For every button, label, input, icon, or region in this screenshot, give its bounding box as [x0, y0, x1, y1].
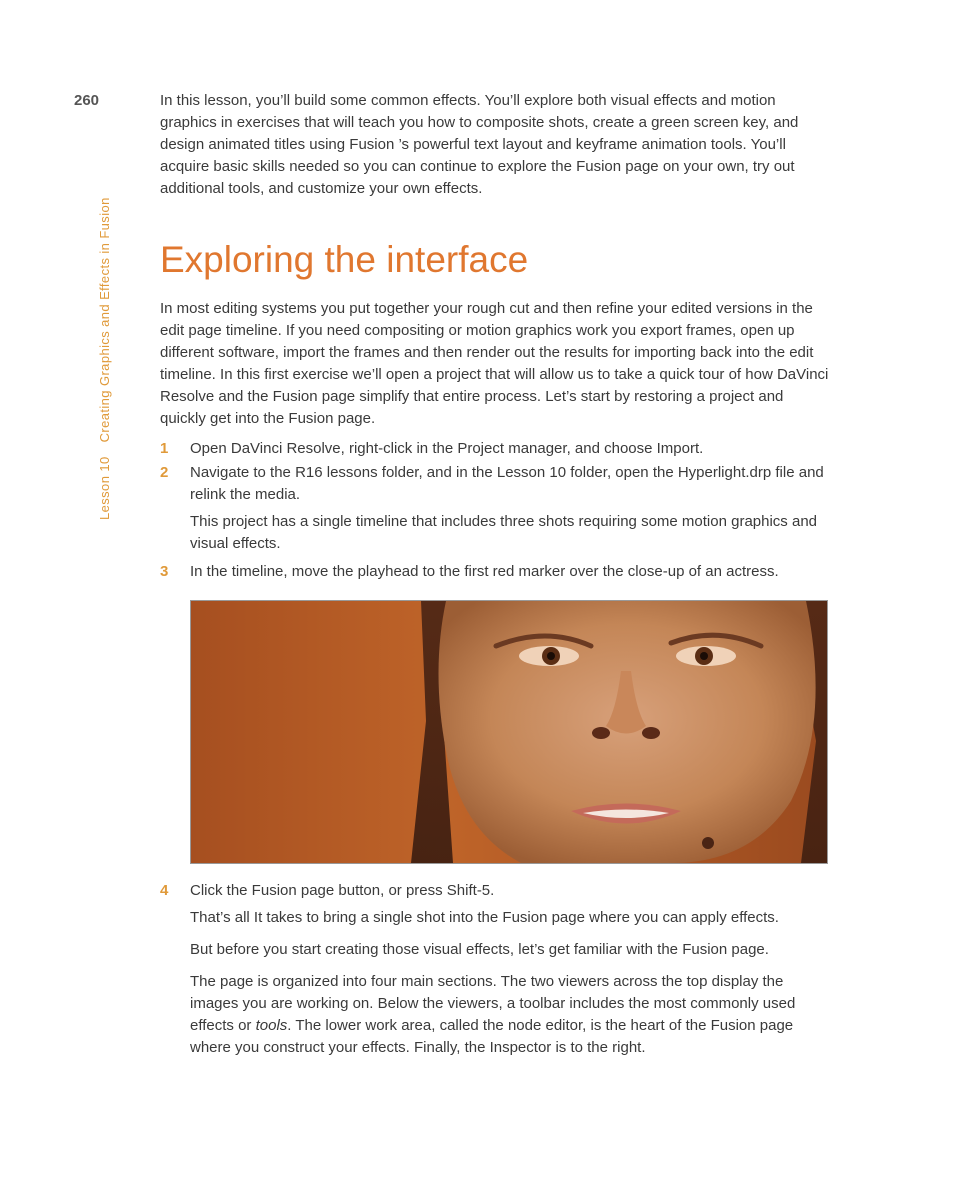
- actress-closeup-image: [190, 600, 828, 864]
- step-2: [160, 462, 832, 506]
- section-paragraph: In most editing systems you put together your rough cut and then refine your edited versions in the edit page timeline. If you need compositing or motion graphics work you export frames, open up different software, import the frames and then render out the results for importing back into the edit timeline. In this first exercise we’ll open a project that will allow us to take a quick tour of how DaVinci Resolve and the Fusion page simplify that entire process. Let’s start by restoring a project and quickly get into the Fusion page.: [160, 300, 829, 427]
- page-number: 260: [74, 92, 100, 109]
- step-2-note: This project has a single timeline that includes three shots requiring some motion graphics and visual effects.: [190, 513, 817, 552]
- step-number: 2: [160, 464, 169, 481]
- step-text: In the timeline, move the playhead to the first red marker over the close-up of an actress.: [190, 563, 779, 580]
- follow-paragraph-2: But before you start creating those visual effects, let’s get familiar with the Fusion page.: [190, 941, 769, 958]
- side-lesson-label: Lesson 10: [97, 456, 112, 520]
- step-number: 1: [160, 440, 169, 457]
- step-number: 3: [160, 563, 169, 580]
- step-text: Click the Fusion page button, or press Shift-5.: [190, 882, 495, 899]
- step-4: [160, 880, 832, 902]
- follow-paragraph-3: [160, 971, 832, 1059]
- follow-paragraph-3-start: The page is organized into four main sections. The two viewers across the top display the images you are working on. Below the viewers, a toolbar includes the most commonly used effects or: [190, 973, 796, 1034]
- side-running-header: [97, 197, 112, 520]
- page-content: [160, 90, 832, 1059]
- follow-paragraph-3-end: . The lower work area, called the node editor, is the heart of the Fusion page where you construct your effects. Finally, the Inspector is to the right.: [190, 1017, 794, 1056]
- tools-italic: tools: [255, 1017, 288, 1034]
- step-text: Open DaVinci Resolve, right-click in the Project manager, and choose Import.: [190, 440, 704, 457]
- intro-paragraph: In this lesson, you’ll build some common effects. You’ll explore both visual effects and motion graphics in exercises that will teach you how to composite shots, create a green screen key, and design animated titles using Fusion ’s powerful text layout and keyframe animation tools. You’ll acquire basic skills needed so you can continue to explore the Fusion page on your own, try out additional tools, and customize your own effects.: [160, 92, 799, 197]
- side-chapter-label: Creating Graphics and Effects in Fusion: [97, 197, 112, 443]
- section-heading: Exploring the interface: [160, 239, 529, 280]
- step-text: Navigate to the R16 lessons folder, and in the Lesson 10 folder, open the Hyperlight.drp file and relink the media.: [190, 464, 824, 503]
- step-3: [160, 561, 832, 583]
- step-1: [160, 438, 832, 460]
- step-number: 4: [160, 882, 169, 899]
- follow-paragraph-1: That’s all It takes to bring a single shot into the Fusion page where you can apply effects.: [190, 909, 779, 926]
